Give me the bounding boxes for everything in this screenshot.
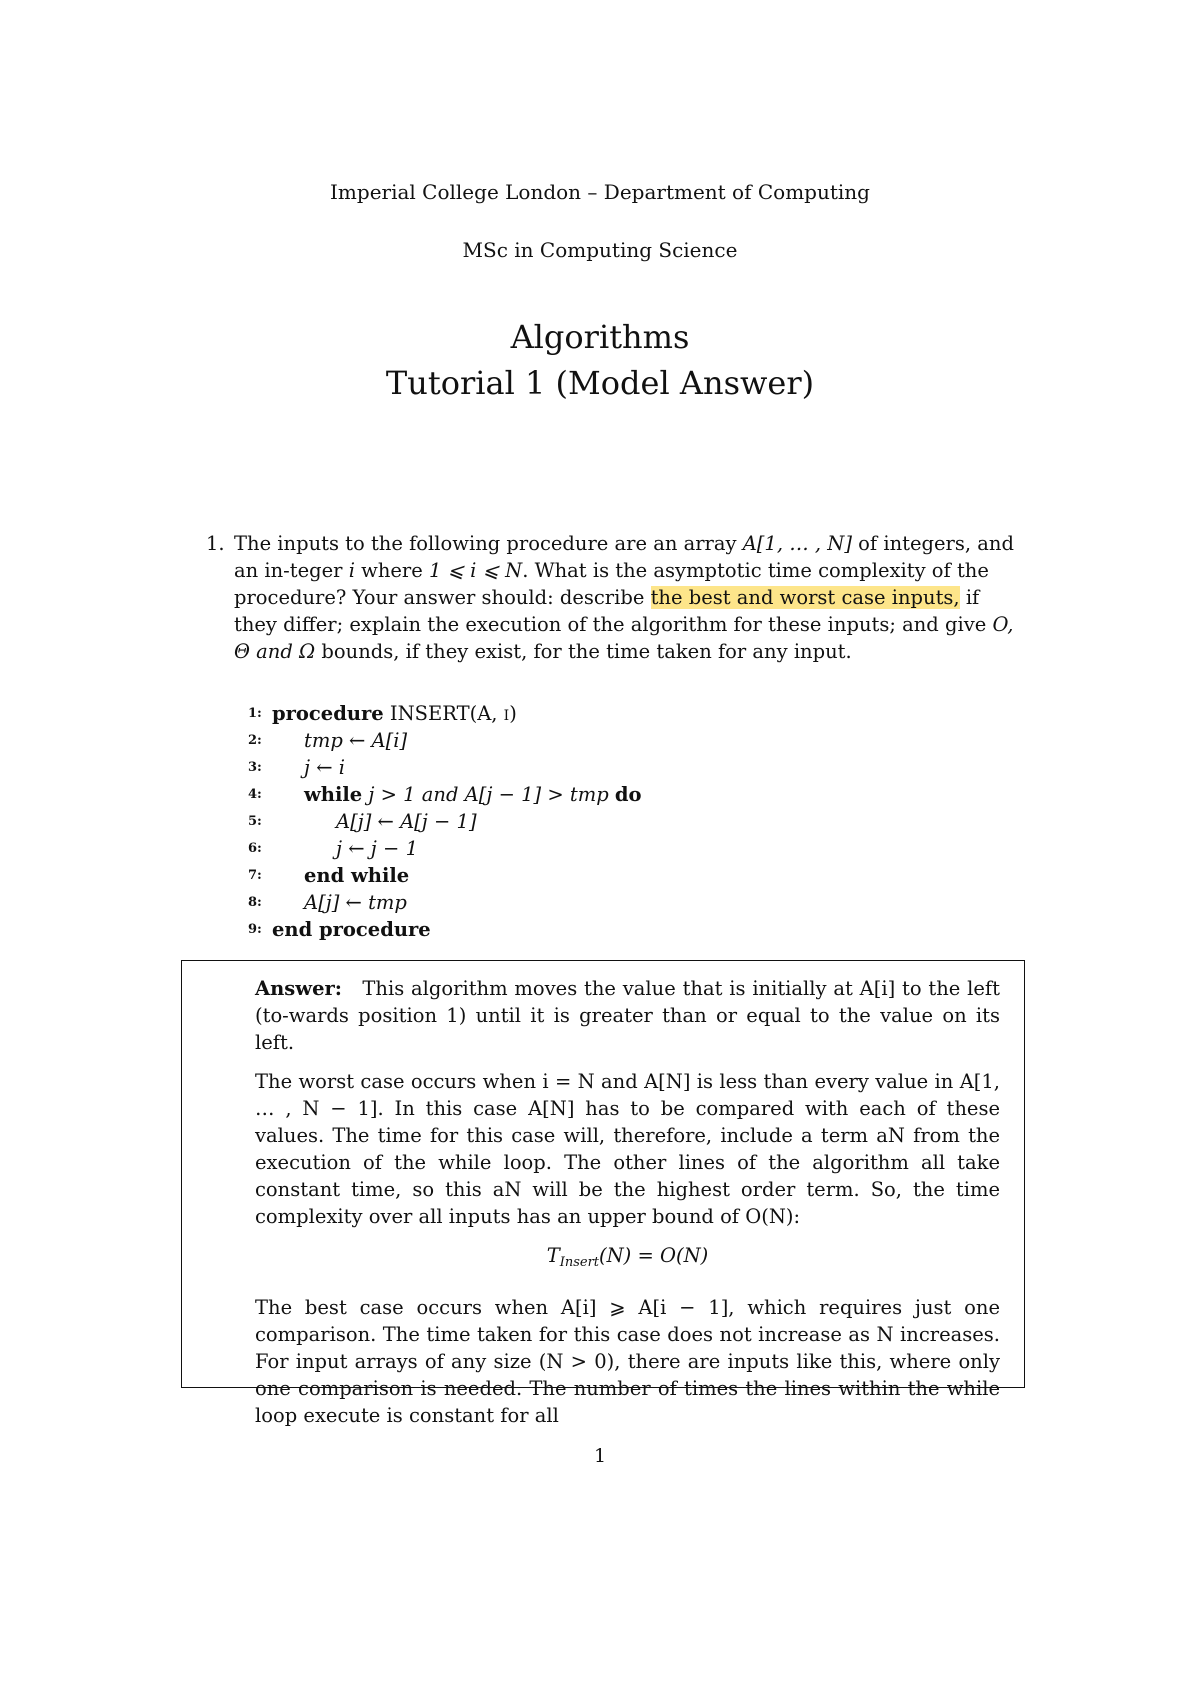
answer-paragraph-2: The worst case occurs when i = N and A[N] is less than every value in A[1, … , N − 1]. In this case A[N] has to be compared with each of these values. The time for this case will, therefore, include a term aN from the execution of the while loop. The other lines of the algorithm all take constant time, so this aN will be the highest order term. So, the time complexity over all inputs has an upper bound of O(N):: [255, 1070, 1000, 1228]
keyword: procedure: [272, 702, 384, 725]
answer-content: [255, 975, 1000, 1441]
keyword: do: [614, 783, 642, 806]
answer-paragraph-1: [255, 975, 1000, 1056]
line-number: 1:: [248, 706, 262, 721]
code-text: INSERT(A, i): [383, 702, 517, 725]
question-range: 1 ⩽ i ⩽ N: [429, 559, 523, 582]
line-number: 7:: [248, 868, 262, 883]
line-number: 9:: [248, 922, 262, 937]
keyword: end while: [304, 864, 410, 887]
code-text: j ← j − 1: [336, 837, 418, 860]
highlighted-text: the best and worst case inputs,: [650, 586, 960, 609]
equation: [255, 1242, 1000, 1276]
question-text-6: bounds, if they exist, for the time taken for any input.: [315, 640, 852, 663]
keyword: end procedure: [272, 918, 431, 941]
question-text-4: . What is the asymptotic time complexity of the procedure? Your answer should: describe: [234, 559, 989, 609]
line-number: 8:: [248, 895, 262, 910]
programme-header: MSc in Computing Science: [462, 238, 738, 262]
document-title: Algorithms: [510, 318, 690, 356]
answer-paragraph-3: The best case occurs when A[i] ⩾ A[i − 1], which requires just one comparison. The time taken for this case does not increase as N increases. For input arrays of any size (N > 0), there are inputs like this, where only one comparison is needed. The number of times the lines within the while loop execute is constant for all: [255, 1296, 1000, 1427]
question-text-1: The inputs to the following procedure are an array: [234, 532, 743, 555]
question-variable-i: i: [348, 559, 355, 582]
answer-box: [181, 960, 1025, 1427]
code-text: A[j] ← A[j − 1]: [336, 810, 477, 833]
question-number: 1.: [206, 532, 225, 555]
equation-subscript: Insert: [559, 1255, 600, 1270]
page-number: 1: [593, 1445, 607, 1467]
question-text-5: if they differ; explain the execution of the algorithm for these inputs; and give: [234, 586, 993, 636]
code-text: j > 1 and A[j − 1] > tmp: [362, 783, 615, 806]
equation-rhs: (N) = O(N): [599, 1244, 709, 1267]
line-number: 2:: [248, 733, 262, 748]
document-subtitle: Tutorial 1 (Model Answer): [385, 364, 815, 402]
institution-header: Imperial College London – Department of Computing: [330, 180, 870, 204]
question-bounds: O, Θ and Ω: [234, 613, 1014, 663]
line-number: 4:: [248, 787, 262, 802]
answer-text-1: This algorithm moves the value that is initially at A[i] to the left (to-wards position 1) until it is greater than or equal to the value on its left.: [255, 977, 1000, 1054]
question-array: A[1, … , N]: [742, 532, 852, 555]
line-number: 3:: [248, 760, 262, 775]
equation-lhs: T: [546, 1244, 560, 1267]
code-text: A[j] ← tmp: [304, 891, 407, 914]
answer-label: Answer:: [255, 977, 342, 1000]
line-number: 5:: [248, 814, 262, 829]
question-text-3: where: [354, 559, 429, 582]
code-text: j ← i: [304, 756, 346, 779]
question-1: [206, 530, 1024, 665]
code-text: tmp ← A[i]: [304, 729, 408, 752]
keyword: while: [304, 783, 363, 806]
question-text-2: of integers, and an in-teger: [234, 532, 1014, 582]
line-number: 6:: [248, 841, 262, 856]
